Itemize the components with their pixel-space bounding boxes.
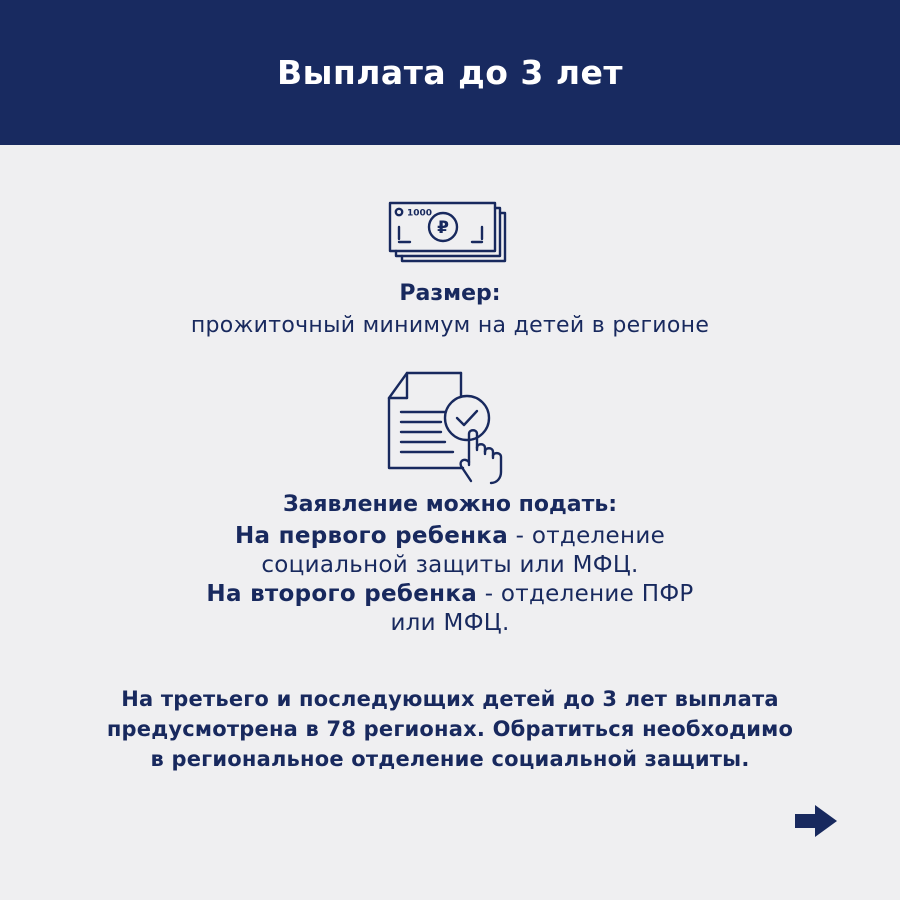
header-banner bbox=[0, 0, 900, 145]
arrow-right-icon[interactable] bbox=[795, 805, 837, 837]
second-child-label: На второго ребенка bbox=[206, 581, 478, 607]
note-line-1: На третьего и последующих детей до 3 лет выплата bbox=[121, 687, 779, 711]
ruble-symbol: ₽ bbox=[437, 218, 449, 238]
first-child-office: - отделение bbox=[508, 523, 666, 549]
third-child-note bbox=[0, 684, 900, 774]
first-child-line bbox=[0, 522, 900, 551]
size-text: прожиточный минимум на детей в регионе bbox=[190, 313, 710, 338]
size-heading: Размер: bbox=[399, 281, 501, 306]
second-child-office: - отделение ПФР bbox=[477, 581, 694, 607]
note-line-2: предусмотрена в 78 регионах. Обратиться необходимо bbox=[106, 717, 794, 741]
note-line-3: в региональное отделение социальной защиты. bbox=[150, 747, 750, 771]
first-child-line-2: социальной защиты или МФЦ. bbox=[261, 552, 639, 578]
size-section bbox=[0, 277, 900, 341]
application-section bbox=[0, 488, 900, 638]
first-child-label: На первого ребенка bbox=[234, 523, 509, 549]
banknote-value-label: 1000 bbox=[407, 208, 433, 219]
second-child-line-2: или МФЦ. bbox=[390, 610, 510, 636]
page-title: Выплата до 3 лет bbox=[276, 53, 624, 92]
application-heading: Заявление можно подать: bbox=[282, 492, 618, 517]
second-child-line bbox=[0, 580, 900, 609]
banknotes-icon bbox=[386, 199, 510, 269]
document-check-touch-icon bbox=[383, 368, 513, 488]
